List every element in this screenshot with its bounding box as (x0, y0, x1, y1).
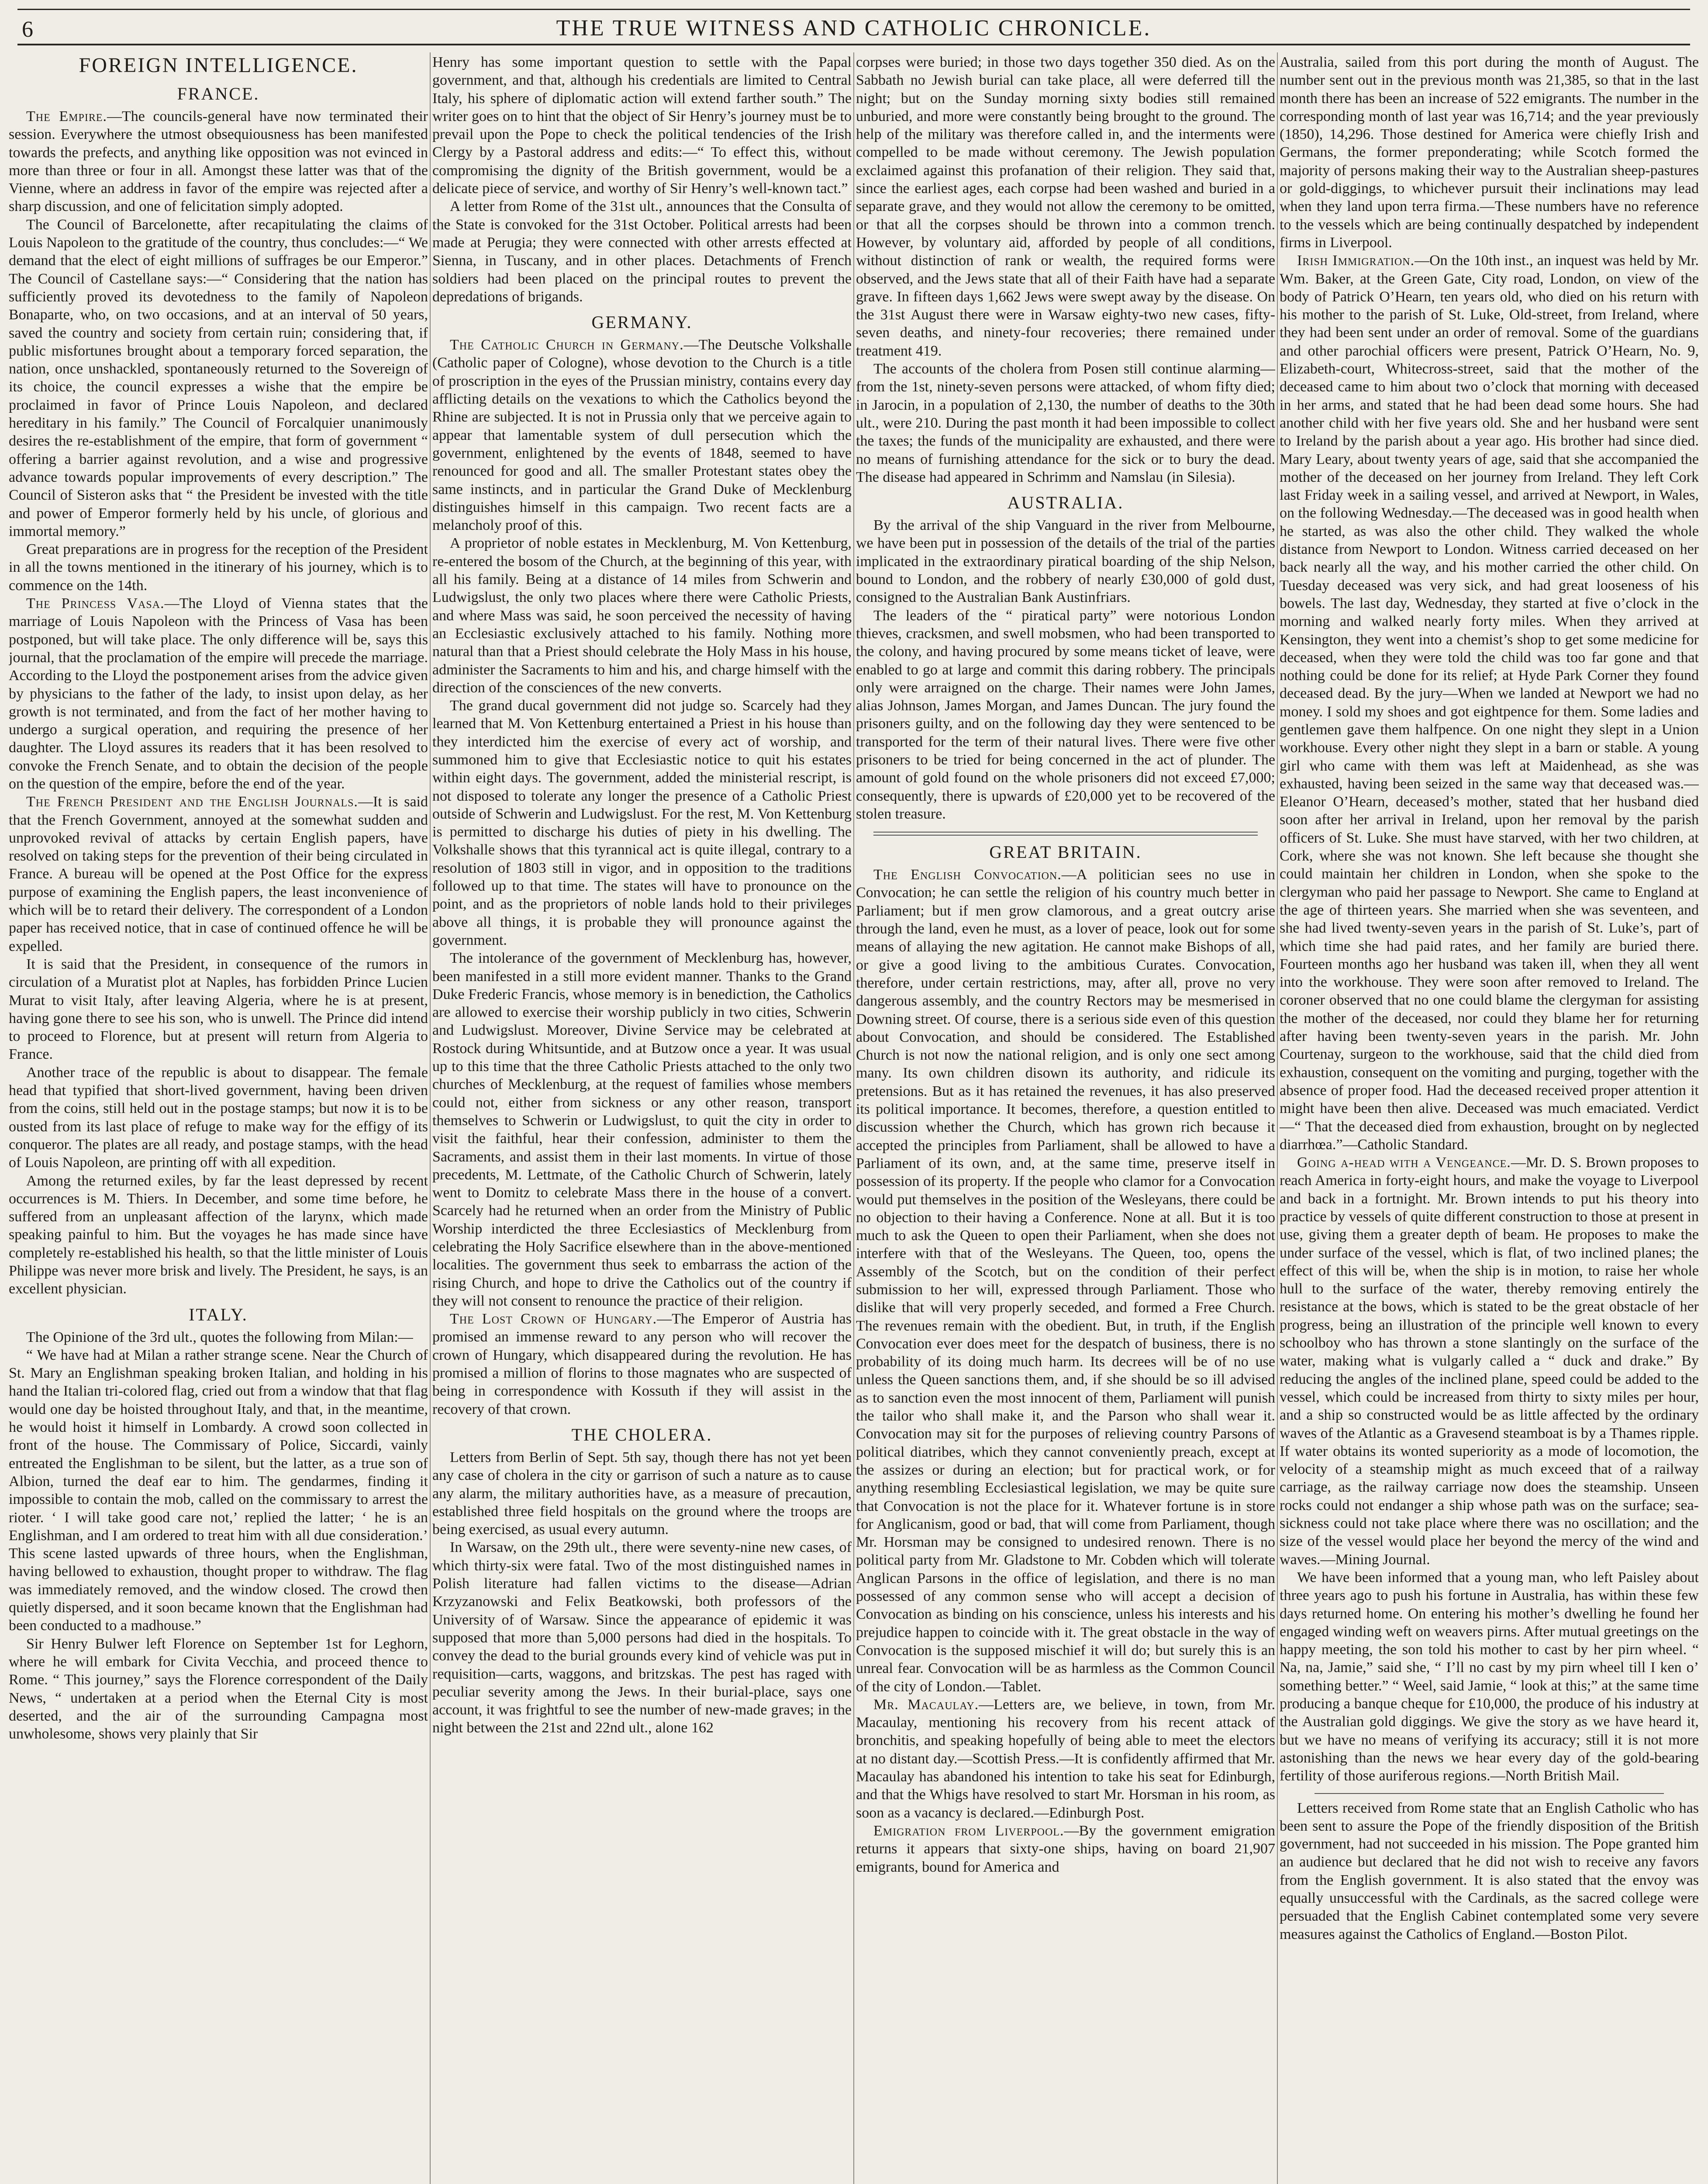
paragraph-text: —Letters are, we believe, in town, from Mr. Macaulay, mentioning his recovery from his recent attack of bronchitis, and speaking hopefully of being able to meet the electors at no distant day.—Scottish Press.—It is confidently affirmed that Mr. Macaulay has abandoned his intention to take his seat for Edinburgh, and that the Whigs have resolved to start Mr. Horsman in his room, as soon as a vacancy is declared.—Edinburgh Post. (856, 1696, 1275, 1821)
article-paragraph: Letters from Berlin of Sept. 5th say, though there has not yet been any case of cholera in the city or garrison of such a nature as to cause any alarm, the military authorities have, as a measure of precaution, established three field hospitals on the ground where the troops are being exercised, as usual every autumn. (432, 1449, 852, 1538)
paragraph-lead: Mr. Macaulay. (873, 1696, 979, 1713)
paragraph-lead: The English Convocation. (873, 867, 1062, 883)
paragraph-text: —A politician sees no use in Convocation; he can settle the religion of his country much better in Parliament; but if men grow clamorous, and a great outcry arise through the land, even he must, as a lover of peace, look out for some means of allaying the new agitation. He cannot make Bishops of all, or give a good living to the ambitious Curates. Convocation, therefore, under certain restrictions, may, after all, prove no very dangerous assembly, and the country Rectors may be mesmerised in Downing street. Of course, there is a serious side even of this question about Convocation, and should be considered. The Established Church is not now the national religion, and is only one sect among many. Its own children disown its authority, and ridicule its pretensions. But as it has retained the revenues, it has also preserved its political importance. It becomes, therefore, a question entitled to discussion whether the Church, which has grown rich because it accepted the principles from Parliament, shall be allowed to have a Parliament of its own, and, at the same time, preserve itself in possession of its property. If the people who clamor for a Convocation would put themselves in the position of the Wesleyans, there could be no objection to their having a Conference. None at all. But it is too much to ask the Queen to open their Parliament, when she does not interfere with that of the Wesleyans. The Queen, too, opens the Assembly of the Scotch, but on the condition of their perfect submission to her will, expressed through Parliament. Those who dislike that will very properly seceded, and formed a Free Church. The revenues remain with the obedient. But, in truth, if the English Convocation ever does meet for the despatch of business, there is no probability of its doing much harm. Its decrees will be of no use unless the Queen sanctions them, and, if she should be so ill advised as to sanction even the most innocent of them, Parliament will punish the tailor who shall make it, and the Parson who shall wear it. Convocation may sit for the purposes of relieving country Parsons of political diatribes, which they cannot conveniently preach, except at the assizes or during an election; but for practical work, or for anything resembling Ecclesiastical legislation, we may be quite sure that Convocation is not the place for it. Whatever fortune is in store for Anglicanism, good or bad, that will come from Parliament, though Mr. Horsman may be consigned to undesired renown. There is no political party from Mr. Gladstone to Mr. Cobden which will tolerate Anglican Parsons in the office of legislation, and there is no man possessed of any common sense who will accept a decision of Convocation as binding on his conscience, unless his interests and his prejudice happen to coincide with it. The great obstacle in the way of Convocation is the supposed mischief it will do; but surely this is an unreal fear. Convocation will be as harmless as the Common Council of the city of London.—Tablet. (856, 867, 1275, 1695)
paragraph-lead: Going a-head with a Vengeance. (1297, 1154, 1511, 1171)
column-divider (430, 52, 431, 2184)
article-paragraph: Letters received from Rome state that an English Catholic who has been sent to assure the Pope of the friendly disposition of the British government, had not succeeded in his mission. The Pope granted him an audience but declared that he did not wish to receive any favors from the English government. It is also stated that the envoy was equally unsuccessful with the Cardinals, as the sacred college were persuaded that the English Cabinet contemplated some very severe measures against the Catholics of England.—Boston Pilot. (1280, 1800, 1699, 1942)
section-title-australia: AUSTRALIA. (1007, 493, 1124, 513)
article-paragraph (432, 1310, 852, 1418)
article-paragraph: The grand ducal government did not judge so. Scarcely had they learned that M. Von Kettenburg entertained a Priest in his house than they interdicted him the exercise of every act of worship, and summoned him to give that Ecclesiastic notice to quit his estates within eight days. The government, added the ministerial rescript, is not disposed to tolerate any longer the presence of a Catholic Priest outside of Schwerin and Ludwigslust. For the rest, M. Von Kettenburg is permitted to discharge his duties of piety in his dwelling. The Volkshalle shows that this tyrannical act is quite illegal, contrary to a resolution of 1803 still in vigor, and in opposition to the traditions followed up to that time. The states will have to pronounce on the point, and as the proprietors of noble lands hold to their privileges above all things, it is probable they will pronounce against the government. (432, 698, 852, 948)
article-paragraph (856, 1696, 1275, 1822)
paragraph-lead: The Empire. (26, 108, 107, 124)
section-title-france: FRANCE. (177, 84, 260, 104)
article-paragraph: Great preparations are in progress for the reception of the President in all the towns mentioned in the itinerary of his journey, which is to commence on the 14th. (9, 541, 428, 594)
paragraph-text: —The Deutsche Volkshalle (Catholic paper of Cologne), whose devotion to the Church is a title of proscription in the eyes of the Prussian ministry, contains every day afflicting details on the vexations to which the Catholics beyond the Rhine are subjected. It is not in Prussia only that we perceive again to appear that lamentable system of dull persecution which the government, enlightened by the events of 1848, seemed to have renounced for good and all. The smaller Protestant states obey the same instincts, and in particular the Grand Duke of Mecklenburg distinguishes himself in this campaign. Two recent facts are a melancholy proof of this. (432, 337, 852, 534)
paragraph-text: —On the 10th inst., an inquest was held by Mr. Wm. Baker, at the Green Gate, City road, London, on view of the body of Patrick O’Hearn, ten years old, who died on his return with his mother to the parish of St. Luke, Old-street, from Ireland, where they had been sent under an order of removal. Some of the guardians and other parochial officers were present, Patrick O’Hearn, No. 9, Elizabeth-court, Whitecross-street, said that the mother of the deceased came to him about two o’clock that morning with deceased in her arms, and stated that he had been dead some hours. She had another child with her five years old. She and her husband were sent to Ireland by the parish about a year ago. His brother had since died. Mary Leary, about twenty years of age, said that she accompanied the mother of the deceased on her journey from Ireland. They left Cork last Friday week in a sailing vessel, and arrived at Newport, in Wales, on the following Wednesday.—The deceased was in good health when he started, as was also the other child. They walked the whole distance from Newport to London. Witness carried deceased on her back nearly all the way, and his mother carried the other child. On Tuesday deceased was very sick, and had great looseness of his bowels. The last day, Wednesday, they started at five o’clock in the morning and walked nearly forty miles. When they arrived at Kensington, they went into a chemist’s shop to get some medicine for deceased, when they were told the child was too far gone and that nothing could be done for its relief; at Hyde Park Corner they found deceased dead. By the jury—When we landed at Newport we had no money. I sold my shoes and got eightpence for them. Some ladies and gentlemen gave them halfpence. On one night they slept in a Union workhouse. Every other night they slept in a barn or stable. A young girl who came with them was left at Maidenhead, as she was exhausted, having been seized in the same way that deceased was.—Eleanor O’Hearn, deceased’s mother, stated that her husband died soon after her arrival in Ireland, upon her removal by the parish officers of St. Luke. She must have starved, with her two children, at Cork, where she was not known. She left because she thought she could maintain her children in London, when she spoke to the clergyman who paid her passage to Newport. She came to England at the age of thirteen years. She married when she was seventeen, and she had lived twenty-seven years in the parish of St. Luke’s, part of which time she had paid rates, and her family are buried there. Fourteen months ago her husband was taken ill, when they all went into the workhouse. They were soon after removed to Ireland. The coroner observed that no one could blame the clergyman for assisting the mother of the deceased, nor could they blame her for returning after having been twenty-seven years in the parish. Mr. John Courtenay, surgeon to the workhouse, said that the child died from exhaustion, consequent on the vomiting and purging, together with the absence of proper food. Had the deceased received proper attention it might have been then alive. Deceased was much emaciated. Verdict—“ That the deceased died from exhaustion, brought on by neglected diarrhœa.”—Catholic Standard. (1280, 252, 1699, 1153)
article-paragraph: The leaders of the “ piratical party” were notorious London thieves, cracksmen, and swell mobsmen, who had been transported to the colony, and having procured by some means ticket of leave, were enabled to go at large and commit this daring robbery. The principals only were arraigned on the charge. Their names were John James, alias Johnson, James Morgan, and James Duncan. The jury found the prisoners guilty, and on the following day they were sentenced to be transported for the term of their natural lives. There were five other prisoners to be tried for being concerned in the act of plunder. The amount of gold found on the whole prisoners did not exceed £7,000; consequently, there is upwards of £20,000 yet to be recovered of the stolen treasure. (856, 607, 1275, 822)
column-4 (1280, 53, 1699, 2184)
column-3 (856, 53, 1275, 2184)
article-paragraph: corpses were buried; in those two days together 350 died. As on the Sabbath no Jewish burial can take place, all were deferred till the night; but on the Sunday morning sixty bodies still remained unburied, and more were constantly being brought to the ground. The help of the military was therefore called in, and the interments were compelled to be made without ceremony. The Jewish population exclaimed against this profanation of their religion. They said that, since the earliest ages, each corpse had been washed and buried in a separate grave, and they would not allow the ceremony to be omitted, or that all the corpses should be thrown into a common trench. However, by voluntary aid, afforded by people of all conditions, without distinction of rank or wealth, the required forms were observed, and the Jews state that all of their Faith have had a separate grave. In fifteen days 1,662 Jews were swept away by the disease. On the 31st August there were in Warsaw eighty-two new cases, fifty-seven deaths, and ninety-four recoveries; there remained under treatment 419. (856, 54, 1275, 359)
article-divider (1315, 1793, 1664, 1794)
article-paragraph: The Opinione of the 3rd ult., quotes the following from Milan:— (26, 1329, 413, 1345)
section-title-germany: GERMANY. (591, 312, 693, 332)
article-paragraph: It is said that the President, in consequence of the rumors in circulation of a Muratist plot at Naples, has forbidden Prince Lucien Murat to visit Italy, after leaving Algeria, where he is at present, having gone there to see his son, who is unwell. The Prince did intend to proceed to Florence, but at present will return from Algeria to France. (9, 956, 428, 1063)
article-paragraph: A proprietor of noble estates in Mecklenburg, M. Von Kettenburg, re-entered the bosom of the Church, at the beginning of this year, with all his family. Being at a distance of 14 miles from Schwerin and Ludwigslust, the only two places where there were Catholic Priests, and where Mass was said, he soon perceived the necessity of having an Ecclesiastic exclusively attached to his family. Nothing more natural than that a Priest should celebrate the Holy Mass in his house, administer the Sacraments to him and his, and charge himself with the direction of the consciences of the new converts. (432, 535, 852, 696)
column-divider (1277, 52, 1278, 2184)
article-paragraph: The intolerance of the government of Mecklenburg has, however, been manifested in a still more evident manner. Thanks to the Grand Duke Frederic Francis, whose memory is in benediction, the Catholics are allowed to exercise their worship publicly in two cities, Schwerin and Ludwigslust. Moreover, Divine Service may be celebrated at Rostock during Whitsuntide, and at Butzow once a year. It was usual up to this time that the three Catholic Priests attached to the only two churches of Mecklenburg, at the request of families whose members could not, either from sickness or any other reason, transport themselves to Schwerin or Ludwigslust, to quit the city in order to visit the faithful, hear their confession, administer to them the Sacraments, and assist them in their last moments. In virtue of those precedents, M. Lettmate, of the Catholic Church of Schwerin, lately went to Domitz to celebrate Mass there in the house of a convert. Scarcely had he returned when an order from the Ministry of Public Worship interdicted the three Ecclesiastics of Mecklenburg from celebrating the Holy Sacrifice elsewhere than in the above-mentioned localities. The government thus seek to embarrass the action of the rising Church, and hope to drive the Catholics out of the country if they will not consent to renounce the practice of their religion. (432, 950, 852, 1309)
paragraph-lead: The Princess Vasa. (26, 595, 165, 612)
top-rule (17, 9, 1690, 10)
section-title-cholera: THE CHOLERA. (571, 1424, 713, 1444)
article-paragraph (856, 1822, 1275, 1876)
paragraph-lead: The Lost Crown of Hungary. (450, 1311, 657, 1327)
page-number: 6 (22, 17, 33, 42)
section-title-great-britain: GREAT BRITAIN. (989, 842, 1142, 862)
article-paragraph: Australia, sailed from this port during the month of August. The number sent out in the previous month was 21,385, so that in the last month there has been an increase of 522 emigrants. The number in the corresponding month of last year was 16,714; and the year previously (1850), 14,296. Those destined for America were chiefly Irish and Germans, the former preponderating; while Scotch formed the majority of persons making their way to the Australian sheep-pastures or gold-diggings, to whichever pursuit their inclinations may lead when they land upon terra firma.—These numbers have no reference to the vessels which are being continually despatched by independent firms in Liverpool. (1280, 54, 1699, 251)
paragraph-text: —By the government emigration returns it appears that sixty-one ships, having on board 21,907 emigrants, bound for America and (856, 1822, 1275, 1875)
section-heading-foreign-intelligence: FOREIGN INTELLIGENCE. (79, 54, 358, 77)
masthead (17, 16, 1690, 40)
article-paragraph (1280, 1154, 1699, 1569)
article-paragraph (1280, 252, 1699, 1154)
article-paragraph: By the arrival of the ship Vanguard in the river from Melbourne, we have been put in possession of the details of the trial of the parties implicated in the extraordinary piratical boarding of the ship Nelson, bound to London, and the robbery of nearly £30,000 of gold dust, consigned to the Australian Bank Austinfriars. (856, 517, 1275, 606)
article-paragraph (432, 336, 852, 534)
article-paragraph: “ We have had at Milan a rather strange scene. Near the Church of St. Mary an Englishman speaking broken Italian, and holding in his hand the Italian tri-colored flag, cried out from a window that that flag would one day be hoisted throughout Italy, and that, in the meantime, he would hoist it himself in Lombardy. A crowd soon collected in front of the house. The Commissary of Police, Siccardi, vainly entreated the Englishman to be silent, but the latter, as a true son of Albion, turned the deaf ear to him. The gendarmes, finding it impossible to contain the mob, called on the commissary to arrest the rioter. ‘ I will take good care not,’ replied the latter; ‘ he is an Englishman, and I am ordered to treat him with all due consideration.’ This scene lasted upwards of three hours, when the Englishman, having bellowed to exhaustion, thought proper to withdraw. The flag was immediately removed, and the window closed. The crowd then quietly dispersed, and it soon became known that the Englishman had been conducted to a madhouse.” (9, 1347, 428, 1634)
article-paragraph: A letter from Rome of the 31st ult., announces that the Consulta of the State is convoked for the 31st October. Political arrests had been made at Perugia; they were connected with other arrests effected at Sienna, in Tuscany, and in other places. Detachments of French soldiers had been placed on the principal routes to prevent the depredations of brigands. (432, 198, 852, 305)
paragraph-text: —The Emperor of Austria has promised an immense reward to any person who will recover the crown of Hungary, which disappeared during the revolution. He has promised a million of florins to those magnates who are suspected of being in correspondence with Kossuth if they will assist in the recovery of that crown. (432, 1311, 852, 1417)
article-paragraph (9, 793, 428, 955)
paragraph-lead: Emigration from Liverpool. (873, 1822, 1064, 1839)
article-paragraph: Another trace of the republic is about to disappear. The female head that typified that short-lived government, having been driven from the coins, still held out in the postage stamps; but now it is to be ousted from its last place of refuge to make way for the effigy of its conqueror. The plates are all ready, and postage stamps, with the head of Louis Napoleon, are printing off with all expedition. (9, 1064, 428, 1171)
paragraph-text: —The councils-general have now terminated their session. Everywhere the utmost obsequiousness has been manifested towards the prefects, and anything like opposition was not evinced in more than three or four in all. Amongst these latter was that of the Vienne, where an address in favor of the empire was rejected after a sharp discussion, and one of felicitation simply adopted. (9, 108, 428, 215)
paragraph-text: —It is said that the French Government, annoyed at the somewhat sudden and unprovoked revival of attacks by certain English papers, have resolved on taking steps for the prevention of their being circulated in France. A bureau will be opened at the Post Office for the express purpose of examining the English papers, the least inconvenience of which will be to retard their delivery. The correspondent of a London paper has received notice, that in case of continued offence he will be expelled. (9, 794, 428, 954)
paragraph-lead: The French President and the English Journals. (26, 794, 358, 810)
paragraph-text: —Mr. D. S. Brown proposes to reach America in forty-eight hours, and make the voyage to Liverpool and back in a fortnight. Mr. Brown intends to put his theory into practice by vessels of quite different construction to those at present in use, giving them a greater depth of beam. He proposes to make the under surface of the vessel, which is flat, of two inclined planes; the effect of this will be, when the ship is in motion, to raise her whole hull to the surface of the water, thereby removing entirely the resistance at the bows, which is stated to be the great obstacle of her progress, being an illustration of the principle well known to every schoolboy who has thrown a stone slantingly on the surface of the water, making what is vulgarly called a “ duck and drake.” By reducing the angles of the inclined plane, speed could be added to the vessel, which could be increased from thirty to sixty miles per hour, and a ship so constructed would be as little affected by the ordinary waves of the Atlantic as a Gravesend steamboat is by a Thames ripple. If water obtains its wonted superiority as a mode of locomotion, the velocity of a steamship might as much exceed that of a railway carriage, as the railway carriage now does the steamship. Unseen rocks could not endanger a ship whose path was on the surface; sea-sickness could not take place where there was no oscillation; and the size of the vessel would place her beyond the mercy of the wind and waves.—Mining Journal. (1280, 1154, 1699, 1568)
article-paragraph: Sir Henry Bulwer left Florence on September 1st for Leghorn, where he will embark for Civita Vecchia, and proceed thence to Rome. “ This journey,” says the Florence correspondent of the Daily News, “ undertaken at a period when the Eternal City is most deserted, and the air of the surrounding Campagna most unwholesome, shows very plainly that Sir (9, 1635, 428, 1742)
column-divider (853, 52, 854, 2184)
masthead-rule (17, 44, 1690, 45)
paragraph-lead: The Catholic Church in Germany. (450, 337, 684, 353)
article-paragraph: Henry has some important question to settle with the Papal government, and that, although his credentials are limited to Central Italy, his sphere of diplomatic action will extend farther south.” The writer goes on to hint that the object of Sir Henry’s journey must be to prevail upon the Pope to check the political tendencies of the Irish Clergy by a Pastoral address and edits:—“ To effect this, without compromising the dignity of the British government, would be a delicate piece of service, and worthy of Sir Henry’s well-known tact.” (432, 54, 852, 197)
column-2 (432, 53, 852, 2184)
article-paragraph: In Warsaw, on the 29th ult., there were seventy-nine new cases, of which thirty-six were fatal. Two of the most distinguished names in Polish literature had fallen victims to the disease—Adrian Krzyzanowski and Felix Beatkowski, both professors of the University of of Warsaw. Since the appearance of epidemic it was supposed that more than 5,000 persons had died in the hospitals. To convey the dead to the burial grounds every kind of vehicle was put in requisition—carts, waggons, and britzskas. The pest has raged with peculiar severity among the Jews. In their burial-place, says one account, it was frightful to see the number of new-made graves; in the night between the 21st and 22nd ult., alone 162 (432, 1539, 852, 1736)
paragraph-text: —The Lloyd of Vienna states that the marriage of Louis Napoleon with the Princess of Vasa has been postponed, but will take place. The only difference will be, says this journal, that the proclamation of the empire will precede the marriage. According to the Lloyd the postponement arises from the advice given by physicians to the father of the lady, to insist upon delay, as her growth is not terminated, and from the fact of her mother having to undergo a surgical operation, and requiring the presence of her daughter. The Lloyd assures its readers that it has been resolved to convoke the French Senate, and to obtain the decision of the people on the question of the empire, before the end of the year. (9, 595, 428, 792)
article-paragraph (856, 866, 1275, 1696)
paragraph-lead: Irish Immigration. (1297, 252, 1415, 269)
article-paragraph (9, 594, 428, 793)
article-paragraph (9, 107, 428, 216)
column-1 (9, 53, 428, 2184)
article-paragraph: The Council of Barcelonette, after recapitulating the claims of Louis Napoleon to the gratitude of the country, thus concludes:—“ We demand that the elect of eight millions of suffrages be our Emperor.” The Council of Castellane says:—“ Considering that the nation has sufficiently proved its devotedness to the family of Napoleon Bonaparte, who, on two occasions, and at an interval of 50 years, saved the country and society from certain ruin; considering that, if public misfortunes brought about a temporary forced separation, the nation, once unshackled, spontaneously returned to the Sovereign of its choice, the council expresses a wishe that the empire be proclaimed in favor of Prince Louis Napoleon, and declared hereditary in his family.” The Council of Forcalquier unanimously desires the re-establishment of the empire, that form of government “ offering a barrier against revolution, and a wise and progressive advance towards popular improvements of every description.” The Council of Sisteron asks that “ the President be invested with the title and power of Emperor formerly held by his uncle, of glorious and immortal memory.” (9, 216, 428, 539)
section-divider (873, 832, 1258, 836)
newspaper-title: THE TRUE WITNESS AND CATHOLIC CHRONICLE. (556, 15, 1152, 41)
article-paragraph: We have been informed that a young man, who left Paisley about three years ago to push his fortune in Australia, has within these few days returned home. On entering his mother’s dwelling he found her engaged winding weft on weavers pirns. After mutual greetings on the happy meeting, the son told his mother to cast by her pirn wheel. “ Na, na, Jamie,” said she, “ I’ll no cast by my pirn wheel till I ken o’ something better.” “ Weel, said Jamie, “ look at this;” at the same time producing a banque cheque for £10,000, the produce of his industry at the Australian gold diggings. We give the story as we have heard it, but we have no means of verifying its accuracy; still it is not more astonishing than the news we hear every day of the gold-bearing fertility of those auriferous regions.—North British Mail. (1280, 1569, 1699, 1784)
article-paragraph: The accounts of the cholera from Posen still continue alarming—from the 1st, ninety-seven persons were attacked, of whom fifty died; in Jarocin, in a population of 2,130, the number of deaths to the 30th ult., were 210. During the past month it had been impossible to collect the taxes; the funds of the municipality are exhausted, and there were no means of furnishing attendance for the sick or to bury the dead. The disease had appeared in Schrimm and Namslau (in Silesia). (856, 361, 1275, 485)
article-paragraph: Among the returned exiles, by far the least depressed by recent occurrences is M. Thiers. In December, and some time before, he suffered from an unpleasant affection of the larynx, which made speaking painful to him. But the voyages he has made since have completely re-established his health, so that the little minister of Louis Philippe was never more brisk and lively. The President, he says, is an excellent physician. (9, 1172, 428, 1297)
section-title-italy: ITALY. (189, 1304, 248, 1324)
